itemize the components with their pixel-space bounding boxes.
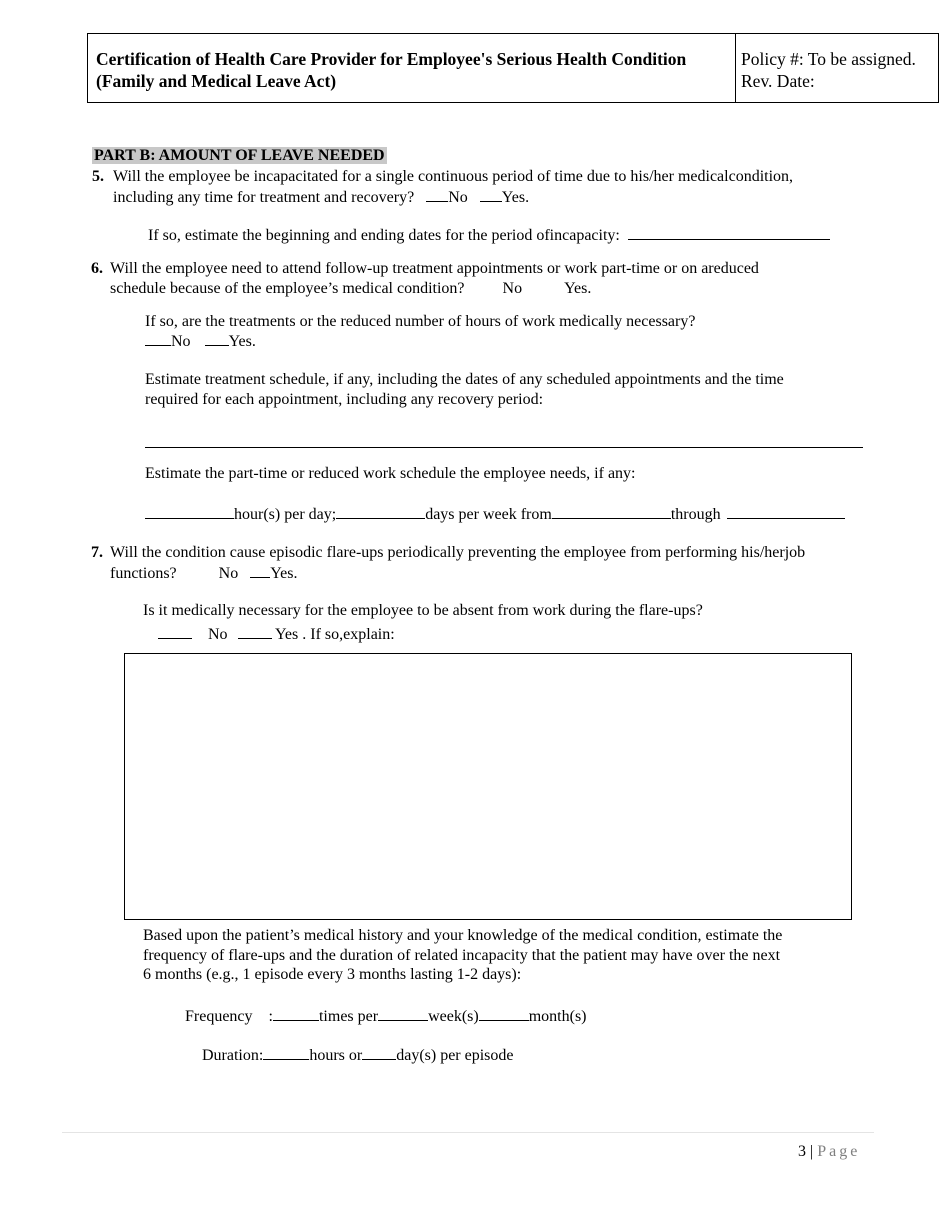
- days-per-week-field[interactable]: [336, 504, 425, 519]
- flare-up-explanation-box[interactable]: [124, 653, 852, 920]
- q5-no-blank[interactable]: [426, 187, 448, 202]
- q5-yes-label: Yes.: [501, 189, 530, 206]
- hours-per-day-label: hour(s) per day;: [234, 506, 337, 523]
- q7-based-line3: 6 months (e.g., 1 episode every 3 months lasting 1-2 days):: [143, 966, 522, 983]
- frequency-row: [185, 1006, 587, 1027]
- q7-sub1-yes-label: Yes . If so,: [274, 626, 344, 643]
- revision-date: Rev. Date:: [741, 71, 815, 91]
- q7-number: 7.: [91, 544, 103, 561]
- q7-question-text: functions?: [110, 565, 177, 582]
- q6-yes-label: Yes.: [564, 280, 592, 297]
- section-title: PART B: AMOUNT OF LEAVE NEEDED: [94, 147, 385, 164]
- weeks-label: week(s): [428, 1008, 479, 1025]
- q7-sub1: Is it medically necessary for the employee to be absent from work during the flare-ups?: [143, 602, 703, 619]
- incapacity-dates-field[interactable]: [628, 225, 830, 240]
- q5-followup-text: If so, estimate the beginning and ending dates for the period ofincapacity:: [148, 227, 620, 244]
- months-label: month(s): [528, 1008, 587, 1025]
- schedule-through-field[interactable]: [727, 504, 845, 519]
- q6-sub1-yes-label: Yes.: [228, 333, 256, 350]
- q6-sub1-no-blank[interactable]: [145, 331, 171, 346]
- q6-sub2-line1: Estimate treatment schedule, if any, including the dates of any scheduled appointments and the time: [145, 371, 784, 388]
- duration-row: [202, 1045, 514, 1066]
- days-per-episode-label: day(s) per episode: [396, 1047, 514, 1064]
- q5-line1: Will the employee be incapacitated for a single continuous period of time due to his/her medicalcondition,: [113, 168, 794, 185]
- q7-line1: Will the condition cause episodic flare-ups periodically preventing the employee from performing his/herjob: [110, 544, 806, 561]
- duration-hours-field[interactable]: [263, 1045, 309, 1060]
- page-footer: [798, 1143, 860, 1161]
- duration-label: Duration:: [202, 1047, 264, 1064]
- schedule-from-field[interactable]: [552, 504, 671, 519]
- policy-number: Policy #: To be assigned.: [741, 49, 916, 69]
- duration-days-field[interactable]: [362, 1045, 396, 1060]
- q7-yes-label: Yes.: [270, 565, 298, 582]
- q5-question-text: including any time for treatment and recovery?: [113, 189, 415, 206]
- q6-sub1: If so, are the treatments or the reduced number of hours of work medically necessary?: [145, 313, 696, 330]
- q6-sub1-yes-blank[interactable]: [205, 331, 229, 346]
- section-title-wrapper: [92, 146, 387, 166]
- q7-sub1-explain-label: explain:: [343, 626, 395, 643]
- frequency-label: Frequency: [185, 1008, 253, 1025]
- q7-yes-blank[interactable]: [250, 563, 270, 578]
- page-label: Page: [817, 1143, 861, 1160]
- q5-followup: [148, 225, 830, 246]
- q6-schedule-row: [145, 504, 845, 525]
- frequency-months-field[interactable]: [479, 1006, 529, 1021]
- q7-based-line2: frequency of flare-ups and the duration of related incapacity that the patient may have over the next: [143, 947, 781, 964]
- frequency-weeks-field[interactable]: [378, 1006, 428, 1021]
- footer-divider: [62, 1132, 874, 1133]
- q6-number: 6.: [91, 260, 103, 277]
- document-title: Certification of Health Care Provider for Employee's Serious Health Condition (Family and Medical Leave Act): [96, 49, 687, 91]
- policy-info: [741, 48, 916, 92]
- page-separator: |: [810, 1143, 814, 1160]
- q7-sub1-yes-blank[interactable]: [238, 624, 272, 639]
- q6-sub3: Estimate the part-time or reduced work schedule the employee needs, if any:: [145, 465, 636, 482]
- treatment-schedule-field[interactable]: [145, 447, 863, 448]
- q5-line2: [113, 187, 529, 208]
- q6-no-label: No: [502, 280, 523, 297]
- q7-line2: [110, 563, 298, 584]
- q6-sub1-no-label: No: [171, 333, 191, 350]
- page-number: 3: [798, 1143, 806, 1160]
- frequency-times-field[interactable]: [273, 1006, 319, 1021]
- q5-no-label: No: [448, 189, 468, 206]
- q7-no-label: No: [218, 565, 239, 582]
- q7-based-line1: Based upon the patient’s medical history and your knowledge of the medical condition, estimate the: [143, 927, 783, 944]
- frequency-colon: :: [268, 1008, 273, 1025]
- times-per-label: times per: [318, 1008, 379, 1025]
- q6-sub1-answers: [145, 331, 256, 352]
- q6-question-text: schedule because of the employee’s medical condition?: [110, 280, 465, 297]
- through-label: through: [670, 506, 721, 523]
- q6-line2: [110, 279, 591, 299]
- q6-line1: Will the employee need to attend follow-up treatment appointments or work part-time or on areduced: [110, 260, 759, 277]
- q6-sub2-line2: required for each appointment, including any recovery period:: [145, 391, 544, 408]
- hours-per-day-field[interactable]: [145, 504, 234, 519]
- q5-yes-blank[interactable]: [480, 187, 502, 202]
- q7-sub1-answers: [158, 624, 395, 645]
- hours-or-label: hours or: [309, 1047, 363, 1064]
- q5-number: 5.: [92, 168, 104, 185]
- q7-sub1-no-blank[interactable]: [158, 624, 192, 639]
- document-header: [87, 33, 939, 103]
- q7-sub1-no-label: No: [208, 626, 228, 643]
- header-divider: [735, 34, 736, 102]
- days-per-week-label: days per week from: [425, 506, 552, 523]
